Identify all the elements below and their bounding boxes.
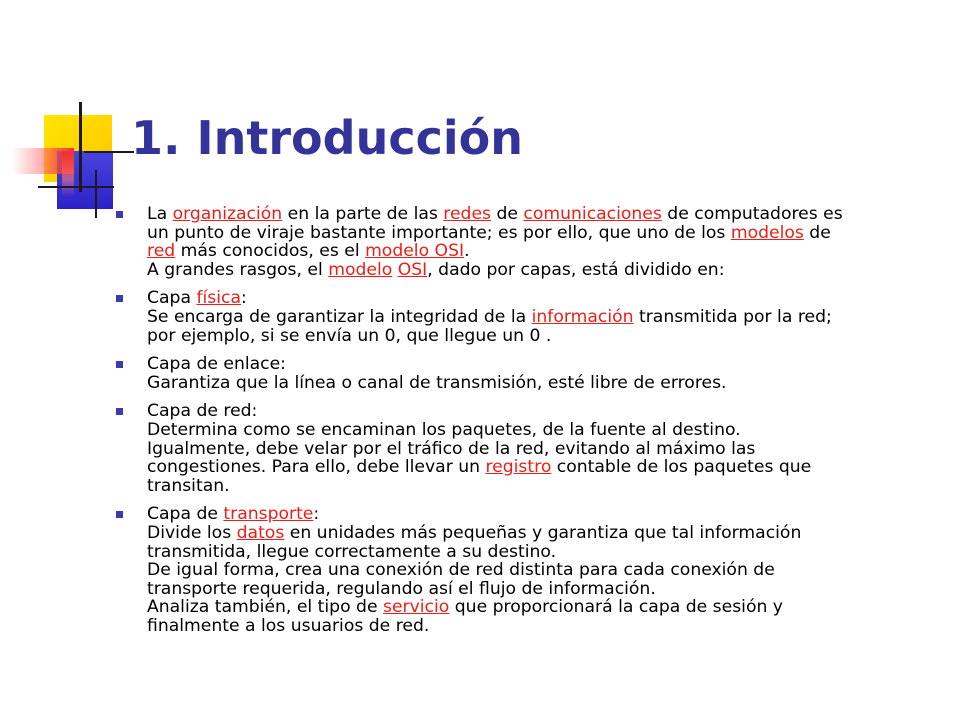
text: un punto de viraje bastante importante; es por ello, que uno de los bbox=[147, 222, 731, 243]
link-modelos[interactable]: modelos bbox=[730, 222, 804, 243]
text-line: por ejemplo, si se envía un 0, que llegue un 0 . bbox=[147, 325, 552, 346]
text: Analiza también, el tipo de bbox=[147, 597, 384, 618]
text-line bbox=[147, 598, 902, 617]
link-modelo-osi[interactable]: modelo OSI bbox=[365, 241, 465, 262]
decorative-vertical-line-short bbox=[95, 170, 97, 218]
link-redes[interactable]: redes bbox=[443, 204, 491, 224]
text: Se encarga de garantizar la integridad de la bbox=[147, 306, 532, 327]
square-bullet-icon bbox=[116, 361, 123, 368]
slide-title: 1. Introducción bbox=[131, 111, 523, 165]
link-transporte[interactable]: transporte bbox=[223, 504, 314, 525]
text-line bbox=[147, 308, 902, 327]
text-line bbox=[147, 505, 902, 524]
bullet-item-capa-transporte bbox=[112, 505, 902, 635]
link-comunicaciones[interactable]: comunicaciones bbox=[523, 204, 662, 224]
decorative-red-gradient-vertical bbox=[62, 152, 74, 197]
text: en la parte de las bbox=[282, 204, 444, 224]
text-line: De igual forma, crea una conexión de red distinta para cada conexión de bbox=[147, 560, 775, 581]
text: . bbox=[464, 241, 470, 262]
text-line: transporte requerida, regulando así el flujo de información. bbox=[147, 578, 656, 599]
text: en unidades más pequeñas y garantiza que tal información bbox=[284, 522, 802, 543]
text-line: transmitida, llegue correctamente a su destino. bbox=[147, 541, 557, 562]
bullet-list bbox=[112, 205, 902, 645]
text: Divide los bbox=[147, 522, 237, 543]
text: más conocidos, es el bbox=[175, 241, 366, 262]
text-line bbox=[147, 524, 902, 543]
bullet-item-capa-enlace bbox=[112, 355, 902, 392]
text-line: Garantiza que la línea o canal de transmisión, esté libre de errores. bbox=[147, 372, 727, 393]
text: Capa de bbox=[147, 504, 224, 525]
text-line: Capa de red: bbox=[147, 401, 258, 422]
decorative-vertical-line bbox=[79, 102, 82, 192]
text-line: Capa de enlace: bbox=[147, 354, 286, 375]
text-line: finalmente a los usuarios de red. bbox=[147, 615, 430, 636]
square-bullet-icon bbox=[116, 511, 123, 518]
text: : bbox=[241, 288, 247, 309]
text-line bbox=[147, 458, 902, 477]
text: A grandes rasgos, el bbox=[147, 259, 329, 280]
text: La bbox=[147, 204, 173, 224]
bullet-item-introduccion bbox=[112, 205, 902, 279]
link-informacion[interactable]: información bbox=[531, 306, 634, 327]
link-osi[interactable]: OSI bbox=[397, 259, 428, 280]
text: , dado por capas, está dividido en: bbox=[427, 259, 725, 280]
text-line bbox=[147, 261, 902, 280]
text-line bbox=[147, 224, 902, 243]
square-bullet-icon bbox=[116, 295, 123, 302]
decorative-horizontal-line bbox=[38, 186, 114, 188]
text-line bbox=[147, 205, 902, 224]
text: de bbox=[491, 204, 524, 224]
decorative-horizontal-line-short bbox=[84, 151, 134, 153]
link-modelo[interactable]: modelo bbox=[328, 259, 393, 280]
text: contable de los paquetes que bbox=[551, 457, 812, 478]
text: que proporcionará la capa de sesión y bbox=[449, 597, 783, 618]
text: transmitida por la red; bbox=[633, 306, 832, 327]
bullet-item-capa-red bbox=[112, 402, 902, 495]
text-line: Igualmente, debe velar por el tráfico de la red, evitando al máximo las bbox=[147, 438, 756, 459]
link-red[interactable]: red bbox=[147, 241, 176, 262]
link-datos[interactable]: datos bbox=[236, 522, 285, 543]
square-bullet-icon bbox=[116, 211, 123, 218]
text: Capa bbox=[147, 288, 197, 309]
bullet-item-capa-fisica bbox=[112, 289, 902, 345]
link-organizacion[interactable]: organización bbox=[172, 204, 283, 224]
link-registro[interactable]: registro bbox=[485, 457, 552, 478]
text-line bbox=[147, 289, 902, 308]
text: de bbox=[803, 222, 831, 243]
text: : bbox=[313, 504, 320, 525]
text-line: Determina como se encaminan los paquetes, de la fuente al destino. bbox=[147, 419, 741, 440]
text: de computadores es bbox=[661, 204, 843, 224]
link-fisica[interactable]: física bbox=[196, 288, 241, 309]
text: congestiones. Para ello, debe llevar un bbox=[147, 457, 486, 478]
text-line bbox=[147, 242, 902, 261]
link-servicio[interactable]: servicio bbox=[383, 597, 450, 618]
square-bullet-icon bbox=[116, 408, 123, 415]
text-line: transitan. bbox=[147, 475, 230, 496]
